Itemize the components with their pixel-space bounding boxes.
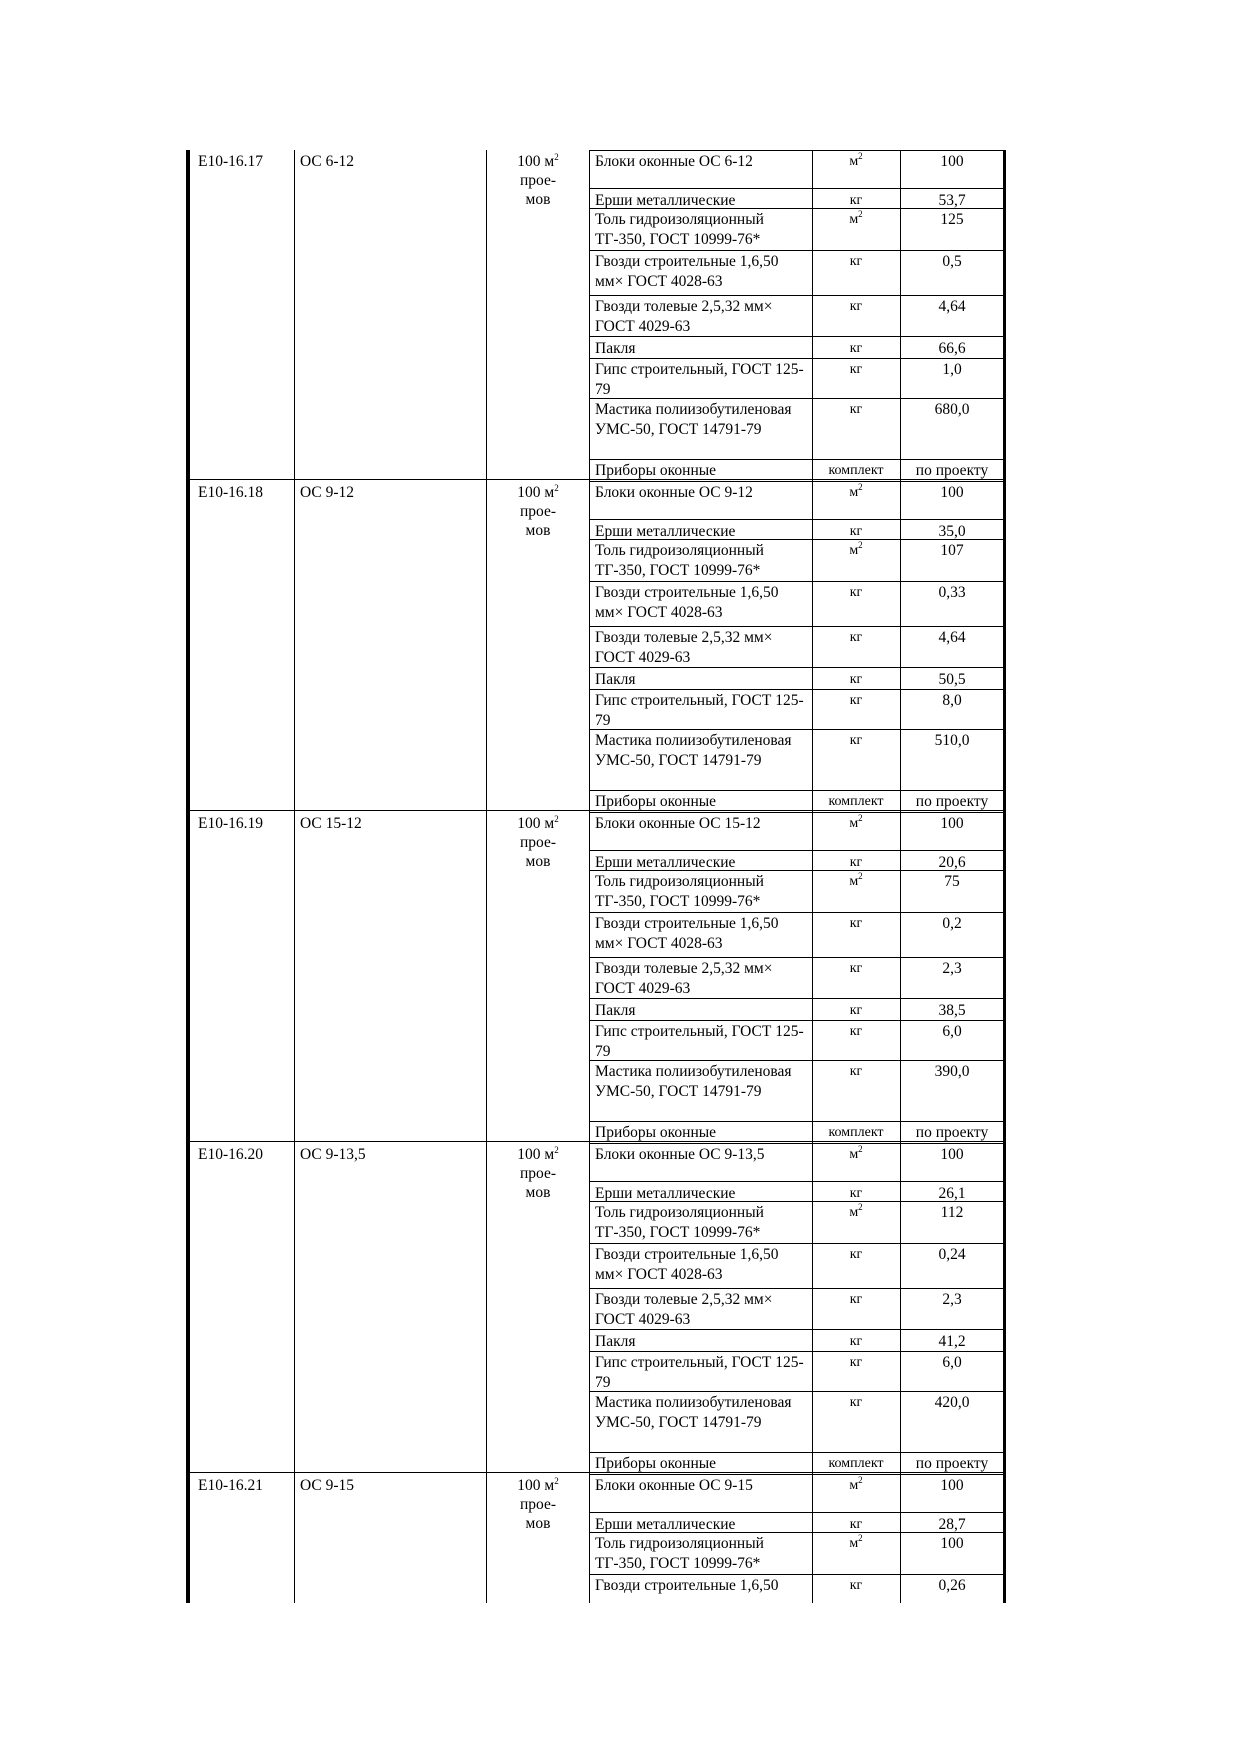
qty-cell: 28,7: [938, 1516, 966, 1533]
item-cell: Приборы оконные: [595, 793, 717, 810]
row-divider: [589, 1532, 1005, 1533]
qty-cell: 0,24: [938, 1246, 966, 1263]
unit-cell: $м^2$: [849, 540, 863, 558]
qty-cell: 6,0: [942, 1354, 962, 1371]
item-cell: Блоки оконные ОС 9-13,5: [595, 1146, 765, 1163]
row-divider: [589, 295, 1005, 296]
item-cell: Гвозди строительные 1,6,50 мм× ГОСТ 4028-63: [595, 584, 779, 621]
unit-cell: кг: [849, 1247, 863, 1262]
unit-cell: кг: [849, 1292, 863, 1307]
item-cell: Приборы оконные: [595, 462, 717, 479]
item-cell: Толь гидроизоляционный ТГ-350, ГОСТ 10999-76*: [595, 1204, 764, 1241]
row-divider: [589, 870, 1005, 871]
row-divider: [589, 1288, 1005, 1289]
item-cell: Пакля: [595, 340, 636, 357]
unit-cell: комплект: [828, 1125, 884, 1140]
unit-cell: кг: [849, 1395, 863, 1410]
row-divider: [589, 459, 1005, 460]
unit-cell: кг: [849, 1064, 863, 1079]
item-cell: Толь гидроизоляционный ТГ-350, ГОСТ 10999-76*: [595, 873, 764, 910]
row-divider: [589, 250, 1005, 251]
unit-cell: кг: [849, 341, 863, 356]
measure-cell: 100 $м^2$ прое- мов: [517, 152, 559, 208]
column-divider: [486, 150, 487, 1603]
unit-cell: комплект: [828, 1456, 884, 1471]
qty-cell: 6,0: [942, 1023, 962, 1040]
row-divider: [589, 539, 1005, 540]
unit-cell: кг: [849, 1186, 863, 1201]
unit-cell: $м^2$: [849, 482, 863, 500]
item-cell: Гипс строительный, ГОСТ 125-79: [595, 1354, 804, 1391]
qty-cell: 4,64: [938, 629, 966, 646]
qty-cell: 112: [940, 1204, 964, 1221]
item-cell: Пакля: [595, 1002, 636, 1019]
item-cell: Блоки оконные ОС 9-12: [595, 484, 753, 501]
row-divider: [589, 1329, 1005, 1330]
qty-cell: 0,26: [938, 1577, 966, 1594]
qty-cell: 53,7: [938, 192, 966, 209]
qty-cell: 420,0: [934, 1394, 970, 1411]
item-cell: Ерши металлические: [595, 523, 736, 540]
row-divider: [589, 581, 1005, 582]
name-cell: ОС 6-12: [300, 153, 355, 170]
row-divider: [589, 998, 1005, 999]
row-divider: [589, 1181, 1005, 1182]
unit-cell: кг: [849, 733, 863, 748]
code-cell: Е10-16.20: [198, 1146, 264, 1163]
column-divider: [589, 150, 590, 1603]
row-divider: [589, 1391, 1005, 1392]
item-cell: Мастика полиизобутиленовая УМС-50, ГОСТ 14791-79: [595, 1063, 792, 1100]
item-cell: Толь гидроизоляционный ТГ-350, ГОСТ 10999-76*: [595, 211, 764, 248]
row-divider: [589, 626, 1005, 627]
item-cell: Гипс строительный, ГОСТ 125-79: [595, 1023, 804, 1060]
row-divider: [589, 1351, 1005, 1352]
qty-cell: 680,0: [934, 401, 970, 418]
column-divider: [294, 150, 295, 1603]
unit-cell: кг: [849, 1334, 863, 1349]
unit-cell: кг: [849, 1578, 863, 1593]
qty-cell: 0,5: [942, 253, 962, 270]
qty-cell: 4,64: [938, 298, 966, 315]
row-divider: [589, 1512, 1005, 1513]
name-cell: ОС 9-15: [300, 1477, 355, 1494]
measure-cell: 100 $м^2$ прое- мов: [517, 483, 559, 539]
unit-cell: кг: [849, 916, 863, 931]
qty-cell: 26,1: [938, 1185, 966, 1202]
name-cell: ОС 15-12: [300, 815, 362, 832]
item-cell: Гвозди толевые 2,5,32 мм× ГОСТ 4029-63: [595, 1291, 773, 1328]
qty-cell: 125: [940, 211, 964, 228]
item-cell: Гвозди толевые 2,5,32 мм× ГОСТ 4029-63: [595, 960, 773, 997]
qty-cell: 100: [940, 153, 964, 170]
qty-cell: по проекту: [915, 793, 989, 810]
name-cell: ОС 9-13,5: [300, 1146, 366, 1163]
row-divider: [589, 398, 1005, 399]
unit-cell: $м^2$: [849, 1144, 863, 1162]
unit-cell: кг: [849, 961, 863, 976]
name-cell: ОС 9-12: [300, 484, 355, 501]
item-cell: Гвозди строительные 1,6,50 мм× ГОСТ 4028-63: [595, 915, 779, 952]
row-divider: [589, 1201, 1005, 1202]
unit-cell: кг: [849, 1355, 863, 1370]
row-divider: [589, 150, 1005, 151]
unit-cell: комплект: [828, 794, 884, 809]
item-cell: Мастика полиизобутиленовая УМС-50, ГОСТ 14791-79: [595, 1394, 792, 1431]
row-divider: [589, 1020, 1005, 1021]
item-cell: Ерши металлические: [595, 1516, 736, 1533]
row-divider: [589, 667, 1005, 668]
item-cell: Ерши металлические: [595, 192, 736, 209]
item-cell: Гвозди строительные 1,6,50 мм× ГОСТ 4028-63: [595, 1246, 779, 1283]
item-cell: Гвозди толевые 2,5,32 мм× ГОСТ 4029-63: [595, 298, 773, 335]
item-cell: Мастика полиизобутиленовая УМС-50, ГОСТ 14791-79: [595, 732, 792, 769]
unit-cell: $м^2$: [849, 1475, 863, 1493]
row-divider: [589, 957, 1005, 958]
column-divider: [812, 150, 813, 1603]
item-cell: Приборы оконные: [595, 1455, 717, 1472]
unit-cell: комплект: [828, 463, 884, 478]
table-right-border: [1003, 150, 1006, 1603]
qty-cell: 8,0: [942, 692, 962, 709]
unit-cell: кг: [849, 362, 863, 377]
row-divider: [589, 689, 1005, 690]
item-cell: Блоки оконные ОС 6-12: [595, 153, 753, 170]
item-cell: Пакля: [595, 671, 636, 688]
unit-cell: кг: [849, 1003, 863, 1018]
item-cell: Пакля: [595, 1333, 636, 1350]
unit-cell: кг: [849, 299, 863, 314]
item-cell: Мастика полиизобутиленовая УМС-50, ГОСТ 14791-79: [595, 401, 792, 438]
row-divider: [589, 1121, 1005, 1122]
item-cell: Гвозди толевые 2,5,32 мм× ГОСТ 4029-63: [595, 629, 773, 666]
row-divider: [186, 1141, 1005, 1142]
qty-cell: 100: [940, 1535, 964, 1552]
row-divider: [589, 481, 1005, 482]
code-cell: Е10-16.19: [198, 815, 264, 832]
row-divider: [589, 1474, 1005, 1475]
qty-cell: 0,33: [938, 584, 966, 601]
row-divider: [186, 810, 1005, 811]
row-divider: [589, 336, 1005, 337]
row-divider: [589, 912, 1005, 913]
qty-cell: по проекту: [915, 462, 989, 479]
qty-cell: 2,3: [942, 960, 962, 977]
code-cell: Е10-16.18: [198, 484, 264, 501]
row-divider: [589, 1452, 1005, 1453]
unit-cell: $м^2$: [849, 871, 863, 889]
qty-cell: 75: [944, 873, 960, 890]
qty-cell: 510,0: [934, 732, 970, 749]
item-cell: Ерши металлические: [595, 1185, 736, 1202]
item-cell: Толь гидроизоляционный ТГ-350, ГОСТ 10999-76*: [595, 1535, 764, 1572]
row-divider: [589, 188, 1005, 189]
qty-cell: 100: [940, 1146, 964, 1163]
unit-cell: кг: [849, 254, 863, 269]
row-divider: [186, 479, 1005, 480]
unit-cell: кг: [849, 630, 863, 645]
unit-cell: кг: [849, 402, 863, 417]
unit-cell: $м^2$: [849, 209, 863, 227]
qty-cell: 390,0: [934, 1063, 970, 1080]
unit-cell: кг: [849, 1024, 863, 1039]
row-divider: [589, 790, 1005, 791]
qty-cell: 35,0: [938, 523, 966, 540]
unit-cell: $м^2$: [849, 813, 863, 831]
row-divider: [589, 1060, 1005, 1061]
row-divider: [589, 1143, 1005, 1144]
item-cell: Приборы оконные: [595, 1124, 717, 1141]
row-divider: [589, 208, 1005, 209]
unit-cell: кг: [849, 193, 863, 208]
row-divider: [589, 1243, 1005, 1244]
row-divider: [589, 519, 1005, 520]
item-cell: Гипс строительный, ГОСТ 125-79: [595, 361, 804, 398]
qty-cell: 100: [940, 815, 964, 832]
code-cell: Е10-16.21: [198, 1477, 264, 1494]
qty-cell: по проекту: [915, 1124, 989, 1141]
unit-cell: кг: [849, 693, 863, 708]
code-cell: Е10-16.17: [198, 153, 264, 170]
unit-cell: кг: [849, 855, 863, 870]
row-divider: [589, 850, 1005, 851]
qty-cell: 2,3: [942, 1291, 962, 1308]
row-divider: [589, 1574, 1005, 1575]
item-cell: Толь гидроизоляционный ТГ-350, ГОСТ 10999-76*: [595, 542, 764, 579]
unit-cell: кг: [849, 585, 863, 600]
qty-cell: 20,6: [938, 854, 966, 871]
item-cell: Ерши металлические: [595, 854, 736, 871]
unit-cell: кг: [849, 524, 863, 539]
column-divider: [900, 150, 901, 1603]
qty-cell: по проекту: [915, 1455, 989, 1472]
unit-cell: $м^2$: [849, 1202, 863, 1220]
qty-cell: 0,2: [942, 915, 962, 932]
measure-cell: 100 $м^2$ прое- мов: [517, 814, 559, 870]
norms-table: [186, 150, 1009, 1603]
unit-cell: $м^2$: [849, 151, 863, 169]
item-cell: Гипс строительный, ГОСТ 125-79: [595, 692, 804, 729]
qty-cell: 41,2: [938, 1333, 966, 1350]
qty-cell: 38,5: [938, 1002, 966, 1019]
unit-cell: $м^2$: [849, 1533, 863, 1551]
item-cell: Гвозди строительные 1,6,50: [595, 1577, 779, 1594]
measure-cell: 100 $м^2$ прое- мов: [517, 1476, 559, 1532]
item-cell: Блоки оконные ОС 9-15: [595, 1477, 753, 1494]
qty-cell: 1,0: [942, 361, 962, 378]
qty-cell: 66,6: [938, 340, 966, 357]
row-divider: [589, 729, 1005, 730]
item-cell: Блоки оконные ОС 15-12: [595, 815, 761, 832]
item-cell: Гвозди строительные 1,6,50 мм× ГОСТ 4028-63: [595, 253, 779, 290]
qty-cell: 100: [940, 484, 964, 501]
unit-cell: кг: [849, 672, 863, 687]
qty-cell: 107: [940, 542, 964, 559]
measure-cell: 100 $м^2$ прое- мов: [517, 1145, 559, 1201]
qty-cell: 100: [940, 1477, 964, 1494]
qty-cell: 50,5: [938, 671, 966, 688]
unit-cell: кг: [849, 1517, 863, 1532]
row-divider: [589, 358, 1005, 359]
row-divider: [589, 812, 1005, 813]
row-divider: [186, 1472, 1005, 1473]
